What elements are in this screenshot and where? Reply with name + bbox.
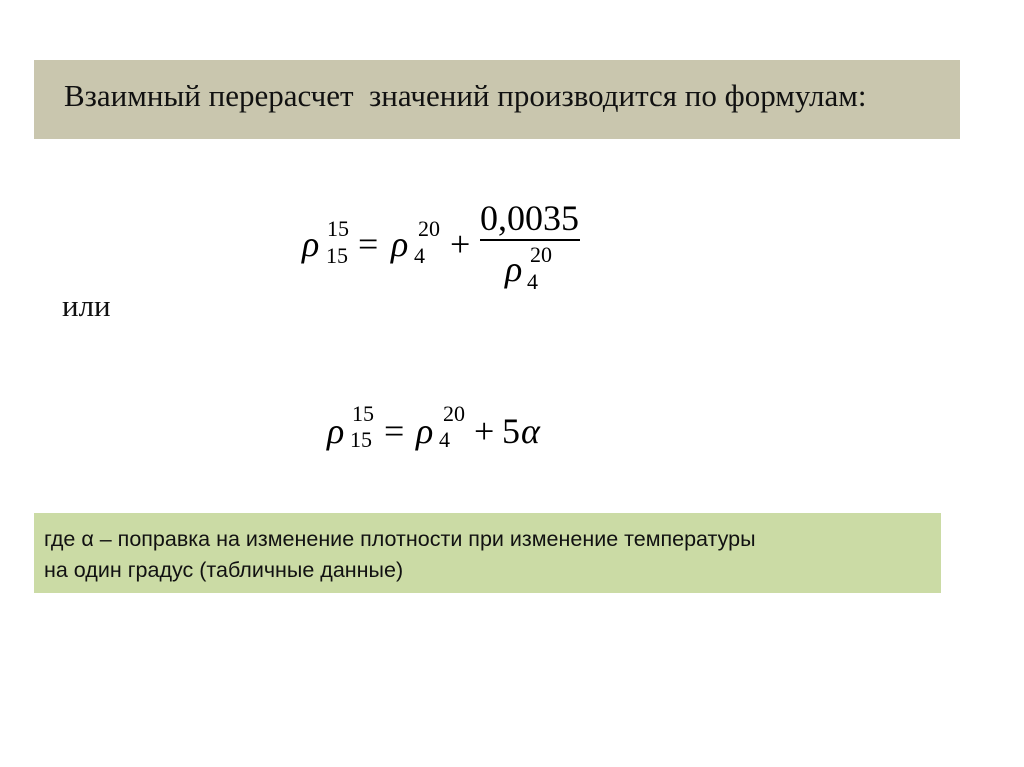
formula-2-lhs-sub: 15 [350,427,372,452]
formula-2-rhs-rho: ρ [416,411,434,451]
formula-2-equals: = [384,411,405,451]
formula-1-numerator: 0,0035 [480,198,579,238]
formula-2-rhs-sup: 20 [443,401,465,426]
formula-1-lhs-sup: 15 [327,216,349,241]
formula-2-alpha: α [521,411,540,451]
formula-2-lhs-sup: 15 [352,401,374,426]
formula-2-rhs-sub: 4 [439,427,450,452]
note-box [34,513,941,593]
formula-1-den-rho: ρ [505,249,523,289]
formula-1-lhs-rho: ρ [302,224,320,264]
formula-2-lhs-rho: ρ [327,411,345,451]
formula-1-den-sub: 4 [527,269,538,294]
formula-2-plus: + [474,411,495,451]
formula-1-den-sup: 20 [530,242,552,267]
note-line-2: на один градус (табличные данные) [44,558,404,582]
formula-1-rhs-sup: 20 [418,216,440,241]
or-text: или [62,288,111,323]
formula-1-plus: + [450,224,471,264]
slide-title: Взаимный перерасчет значений производится по формулам: [64,77,867,113]
formula-1-equals: = [358,224,379,264]
formula-1-rhs-rho: ρ [391,224,409,264]
formula-1-rhs-sub: 4 [414,243,425,268]
note-line-1: где α – поправка на изменение плотности при изменение температуры [44,527,756,551]
formula-1-lhs-sub: 15 [326,243,348,268]
formula-2-term: 5 [502,411,520,451]
